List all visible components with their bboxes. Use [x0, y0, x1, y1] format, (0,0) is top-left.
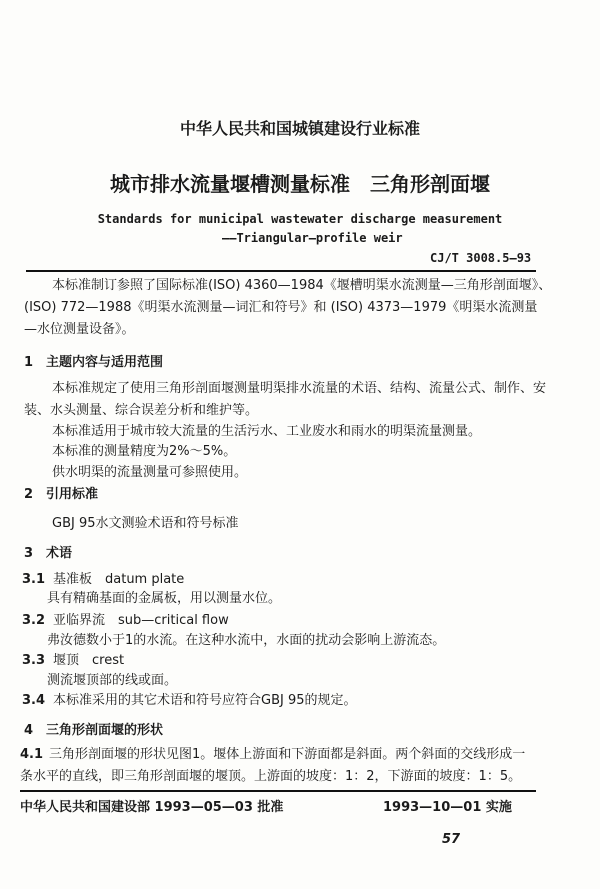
section-4-heading: 4 三角形剖面堰的形状 — [24, 723, 164, 738]
s4-line: 条水平的直线，即三角形剖面堰的堰顶。上游面的坡度：1：2，下游面的坡度：1：5。 — [20, 769, 522, 784]
term-number: 3.2 — [22, 613, 46, 628]
s1-line: 本标准规定了使用三角形剖面堰测量明渠排水流量的术语、结构、流量公式、制作、安 — [52, 381, 547, 396]
term-definition: 具有精确基面的金属板，用以测量水位。 — [47, 591, 282, 606]
s1-line: 供水明渠的流量测量可参照使用。 — [52, 465, 248, 480]
section-3-heading: 3 术语 — [24, 546, 73, 561]
title-english-1: Standards for municipal wastewater discharge measurement — [97, 212, 503, 226]
section-1-heading: 1 主题内容与适用范围 — [24, 355, 164, 370]
s1-line: 本标准的测量精度为2%～5%。 — [52, 444, 237, 459]
s1-line: 本标准适用于城市较大流量的生活污水、工业废水和雨水的明渠流量测量。 — [52, 424, 482, 439]
footer-rule — [20, 790, 536, 792]
issuing-org: 中华人民共和国城镇建设行业标准 — [179, 119, 420, 138]
header-rule — [26, 270, 536, 272]
s4-line: 三角形剖面堰的形状见图1。堰体上游面和下游面都是斜面。两个斜面的交线形成一 — [49, 747, 526, 762]
term-number: 3.1 — [22, 572, 46, 587]
title-english-2: ——Triangular—profile weir — [222, 231, 403, 245]
intro-line: (ISO) 772—1988《明渠水流测量—词汇和符号》和 (ISO) 4373—1979《明渠水流测量 — [24, 300, 538, 315]
term-definition: 弗汝德数小于1的水流。在这种水流中，水面的扰动会影响上游流态。 — [47, 633, 446, 648]
document-title: 城市排水流量堰槽测量标准 三角形剖面堰 — [110, 172, 490, 196]
term-name: 基准板 datum plate — [53, 572, 185, 587]
term-name: 堰顶 crest — [53, 653, 125, 668]
intro-line: —水位测量设备》。 — [24, 322, 135, 337]
page-number: 57 — [442, 832, 461, 847]
term-number: 3.3 — [22, 653, 46, 668]
clause-number: 4.1 — [20, 747, 44, 762]
term-definition: 测流堰顶部的线或面。 — [47, 673, 178, 688]
approval-date: 中华人民共和国建设部 1993—05—03 批准 — [20, 800, 284, 815]
intro-line: 本标准制订参照了国际标准(ISO) 4360—1984《堰槽明渠水流测量—三角形剖面堰》、 — [52, 278, 552, 293]
section-2-heading: 2 引用标准 — [24, 487, 99, 502]
term-number: 3.4 — [22, 693, 46, 708]
s1-line: 装、水头测量、综合误差分析和维护等。 — [24, 403, 259, 418]
term-name: 本标准采用的其它术语和符号应符合GBJ 95的规定。 — [53, 693, 357, 708]
standard-code: CJ/T 3008.5—93 — [430, 251, 532, 265]
s2-line: GBJ 95水文测验术语和符号标准 — [52, 516, 239, 531]
implementation-date: 1993—10—01 实施 — [383, 800, 512, 815]
term-name: 亚临界流 sub—critical flow — [53, 613, 229, 628]
